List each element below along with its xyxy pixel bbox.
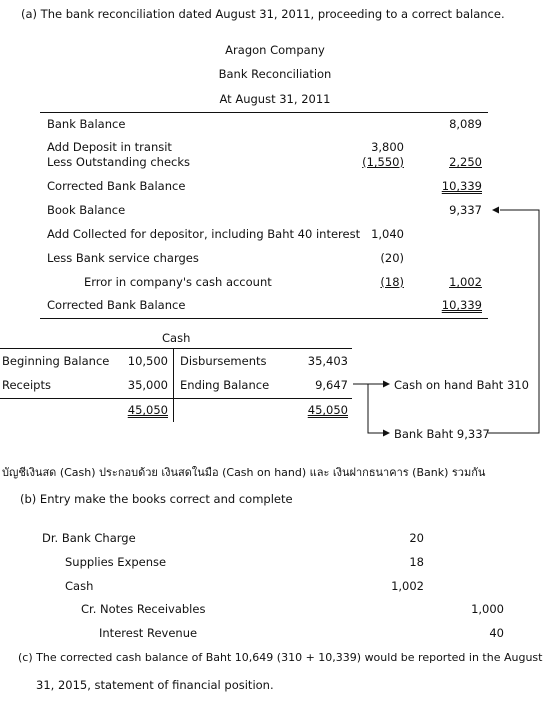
note-bank: Bank Baht 9,337 — [394, 427, 490, 441]
row-deposit-amount: 3,800 — [371, 140, 404, 154]
arrow-to-bank — [368, 384, 386, 433]
debit-total: 45,050 — [127, 403, 168, 417]
part-c-line-2: 31, 2015, statement of financial position. — [36, 678, 274, 692]
credit-ending-label: Ending Balance — [180, 378, 270, 392]
credit-total: 45,050 — [307, 403, 348, 417]
row-error-amount: (18) — [380, 275, 404, 289]
credit-ending-amount: 9,647 — [315, 378, 348, 392]
debit-receipts-label: Receipts — [2, 378, 51, 392]
row-collected-label: Add Collected for depositor, including Baht 40 interest — [47, 227, 361, 241]
row-collected-amount: 1,040 — [371, 227, 404, 241]
row-corrected-book-label: Corrected Bank Balance — [47, 298, 186, 312]
part-a-heading: (a) The bank reconciliation dated August 31, 2011, proceeding to a correct balance. — [21, 7, 505, 21]
t-account-top-rule — [0, 348, 352, 349]
report-date: At August 31, 2011 — [219, 92, 331, 106]
entry-bank-charge-debit: 20 — [409, 531, 424, 545]
row-corrected-bank-amount: 10,339 — [441, 179, 482, 193]
credit-disbursements-amount: 35,403 — [307, 354, 348, 368]
arrowhead-book-icon — [492, 207, 499, 214]
row-outstanding-label: Less Outstanding checks — [47, 155, 191, 169]
entry-bank-charge-account: Dr. Bank Charge — [42, 531, 136, 545]
cash-account-title: Cash — [162, 331, 191, 345]
entry-supplies-account: Supplies Expense — [65, 555, 167, 569]
row-service-charges-amount: (20) — [380, 251, 404, 265]
thai-explanation: บัญชีเงินสด (Cash) ประกอบด้วย เงินสดในมือ (Cash on hand) และ เงินฝากธนาคาร (Bank) รวมกัน — [2, 466, 486, 479]
row-corrected-bank-label: Corrected Bank Balance — [47, 179, 186, 193]
row-book-balance-amount: 9,337 — [449, 203, 482, 217]
entry-interest-revenue-credit: 40 — [489, 626, 504, 640]
row-error-label: Error in company's cash account — [84, 275, 272, 289]
entry-interest-revenue-account: Interest Revenue — [99, 626, 198, 640]
part-c-line-1: (c) The corrected cash balance of Baht 10,649 (310 + 10,339) would be reported in the August — [18, 651, 543, 664]
debit-beginning-label: Beginning Balance — [2, 354, 110, 368]
arrow-bank-to-book-balance — [488, 210, 539, 433]
row-book-balance-label: Book Balance — [47, 203, 126, 217]
entry-supplies-debit: 18 — [409, 555, 424, 569]
t-account-total-rule — [0, 398, 352, 399]
entry-cash-debit: 1,002 — [391, 579, 424, 593]
row-deposit-label: Add Deposit in transit — [47, 140, 172, 154]
row-outstanding-amount: (1,550) — [362, 155, 404, 169]
arrowhead-bank-icon — [383, 430, 390, 437]
report-title: Bank Reconciliation — [218, 67, 332, 81]
credit-disbursements-label: Disbursements — [180, 354, 267, 368]
row-outstanding-total: 2,250 — [449, 155, 482, 169]
t-account-divider — [173, 348, 174, 422]
row-bank-balance-amount: 8,089 — [449, 117, 482, 131]
entry-notes-receivable-account: Cr. Notes Receivables — [81, 602, 206, 616]
debit-receipts-amount: 35,000 — [127, 378, 168, 392]
row-error-total: 1,002 — [449, 275, 482, 289]
row-service-charges-label: Less Bank service charges — [47, 251, 199, 265]
debit-beginning-amount: 10,500 — [127, 354, 168, 368]
row-corrected-book-amount: 10,339 — [441, 298, 482, 312]
entry-cash-account: Cash — [65, 579, 94, 593]
entry-notes-receivable-credit: 1,000 — [471, 602, 504, 616]
company-name: Aragon Company — [225, 43, 325, 57]
reconciliation-top-rule — [40, 112, 488, 113]
part-b-heading: (b) Entry make the books correct and complete — [20, 492, 293, 506]
row-bank-balance-label: Bank Balance — [47, 117, 126, 131]
arrowhead-cash-icon — [383, 381, 390, 388]
note-cash-on-hand: Cash on hand Baht 310 — [394, 378, 529, 392]
reconciliation-bottom-rule — [40, 318, 488, 319]
